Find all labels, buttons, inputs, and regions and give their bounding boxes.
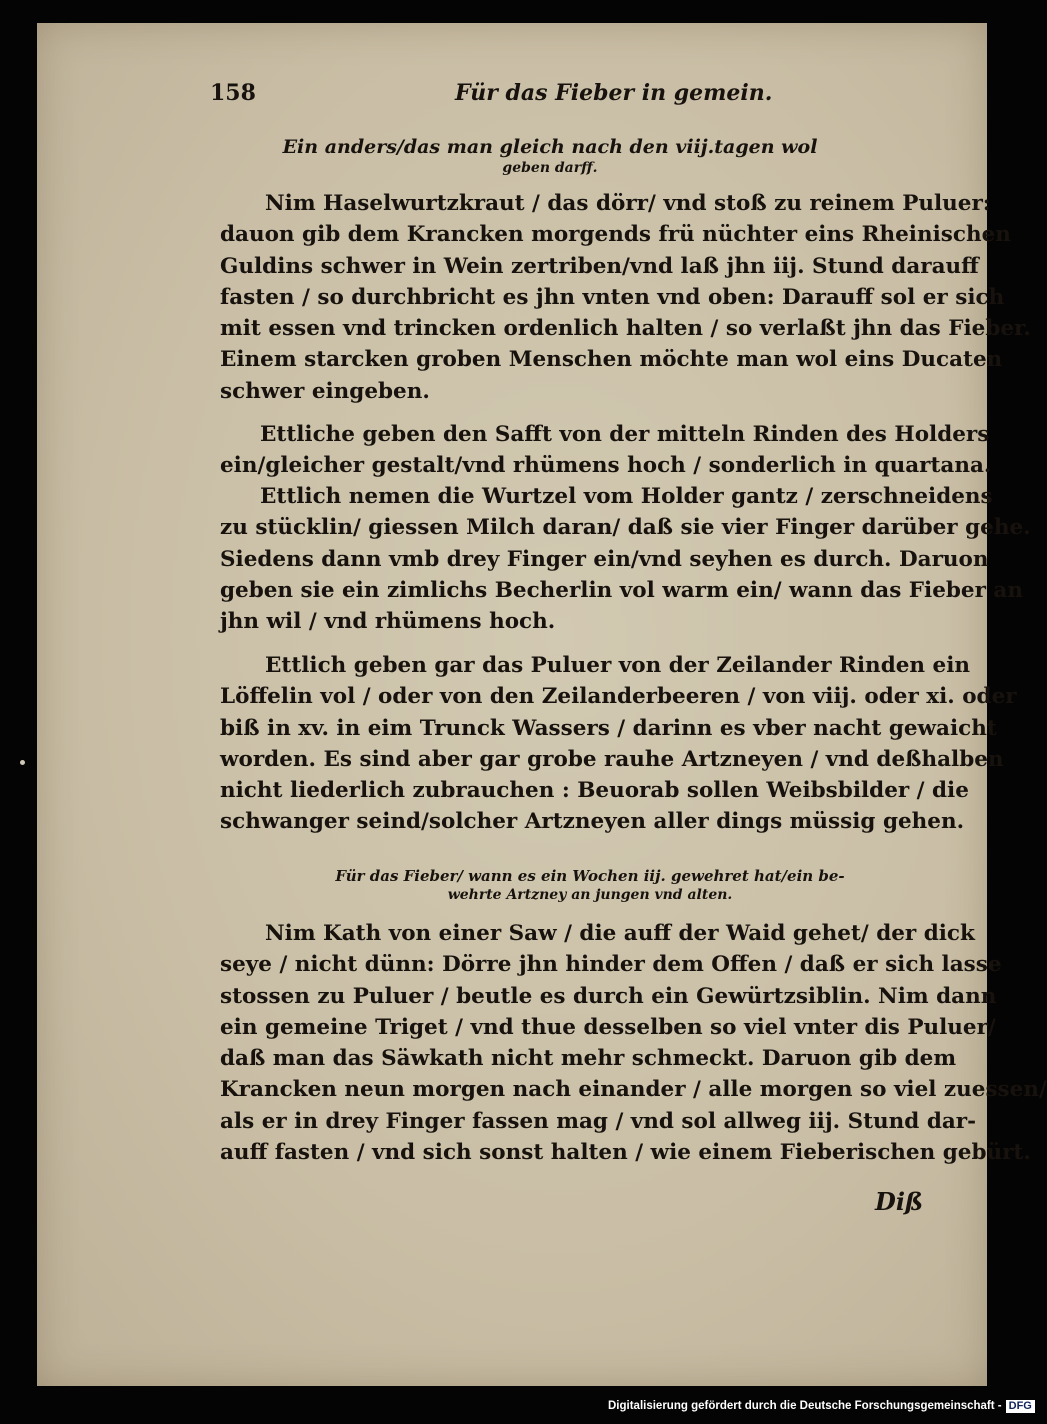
text-line: seye / nicht dünn: Dörre jhn hinder dem Offen / daß er sich lasse [220,952,1002,978]
running-header [175,80,957,116]
dfg-logo: DFG [1006,1400,1035,1413]
text-line: Löffelin vol / oder von den Zeilanderbeeren / von viij. oder xi. oder [220,684,1017,710]
text-line: daß man das Säwkath nicht mehr schmeckt. Daruon gib dem [220,1046,957,1072]
text-line: Krancken neun morgen nach einander / alle morgen so viel zuessen/ [220,1077,1047,1103]
heading-line: wehrte Artzney an jungen vnd alten. [447,887,733,903]
heading-line: Für das Fieber/ wann es ein Wochen iij. gewehret hat/ein be- [335,867,845,885]
text-line: nicht liederlich zubrauchen : Beuorab sollen Weibsbilder / die [220,778,969,804]
digitization-credit [608,1400,1035,1413]
text-line: Nim Haselwurtzkraut / das dörr/ vnd stoß zu reinem Puluer: [265,191,991,216]
page-number: 158 [210,80,256,106]
text-line: zu stücklin/ giessen Milch daran/ daß sie vier Finger darüber gehe. [220,515,1031,541]
paragraph-5 [220,918,1047,1168]
text-line: stossen zu Puluer / beutle es durch ein Gewürtzsiblin. Nim dann [220,983,997,1009]
text-line: biß in xv. in eim Trunck Wassers / darinn es vber nacht gewaicht [220,715,997,741]
catchword: Diß [875,1187,924,1216]
credit-text: Digitalisierung gefördert durch die Deutsche Forschungsgemeinschaft - [608,1400,1002,1412]
dust-speck [20,760,25,765]
text-line: Ettlich geben gar das Puluer von der Zeilander Rinden ein [265,653,970,678]
text-line: Siedens dann vmb drey Finger ein/vnd seyhen es durch. Daruon [220,546,989,572]
text-line: ein gemeine Triget / vnd thue desselben so viel vnter dis Puluer/ [220,1014,996,1040]
section-heading-2 [250,866,930,904]
text-line: geben sie ein zimlichs Becherlin vol warm ein/ wann das Fieber an [220,577,1023,603]
paragraph-2 [220,419,992,482]
text-line: jhn wil / vnd rhümens hoch. [220,609,556,635]
text-line: fasten / so durchbricht es jhn vnten vnd oben: Darauff sol er sich [220,284,1005,310]
text-line: ein/gleicher gestalt/vnd rhümens hoch / sonderlich in quartana. [220,453,992,479]
text-line: Ettlich nemen die Wurtzel vom Holder gantz / zerschneidens [260,484,993,509]
text-line: worden. Es sind aber gar grobe rauhe Artzneyen / vnd deßhalben [220,746,1004,772]
text-line: Nim Kath von einer Saw / die auff der Waid gehet/ der dick [265,921,975,946]
text-line: auff fasten / vnd sich sonst halten / wie einem Fieberischen gebürt. [220,1140,1031,1166]
text-line: Einem starcken groben Menschen möchte man wol eins Ducaten [220,347,1003,373]
section-heading-1 [200,135,900,177]
running-head-title: Für das Fieber in gemein. [455,80,773,106]
paragraph-4 [220,650,1017,838]
heading-line: Ein anders/das man gleich nach den viij.tagen wol [282,136,818,158]
text-line: als er in drey Finger fassen mag / vnd sol allweg iij. Stund dar- [220,1108,977,1134]
text-line: schwer eingeben. [220,378,430,404]
text-line: Guldins schwer in Wein zertriben/vnd laß jhn iij. Stund darauff [220,253,979,279]
text-line: dauon gib dem Krancken morgends frü nüchter eins Rheinischen [220,222,1011,248]
paragraph-1 [220,188,1031,407]
paragraph-3 [220,481,1031,637]
text-line: Ettliche geben den Safft von der mitteln Rinden des Holders [260,422,990,447]
text-line: schwanger seind/solcher Artzneyen aller dings müssig gehen. [220,809,965,835]
text-line: mit essen vnd trincken ordenlich halten / so verlaßt jhn das Fieber. [220,316,1031,342]
heading-line: geben darff. [502,160,598,176]
